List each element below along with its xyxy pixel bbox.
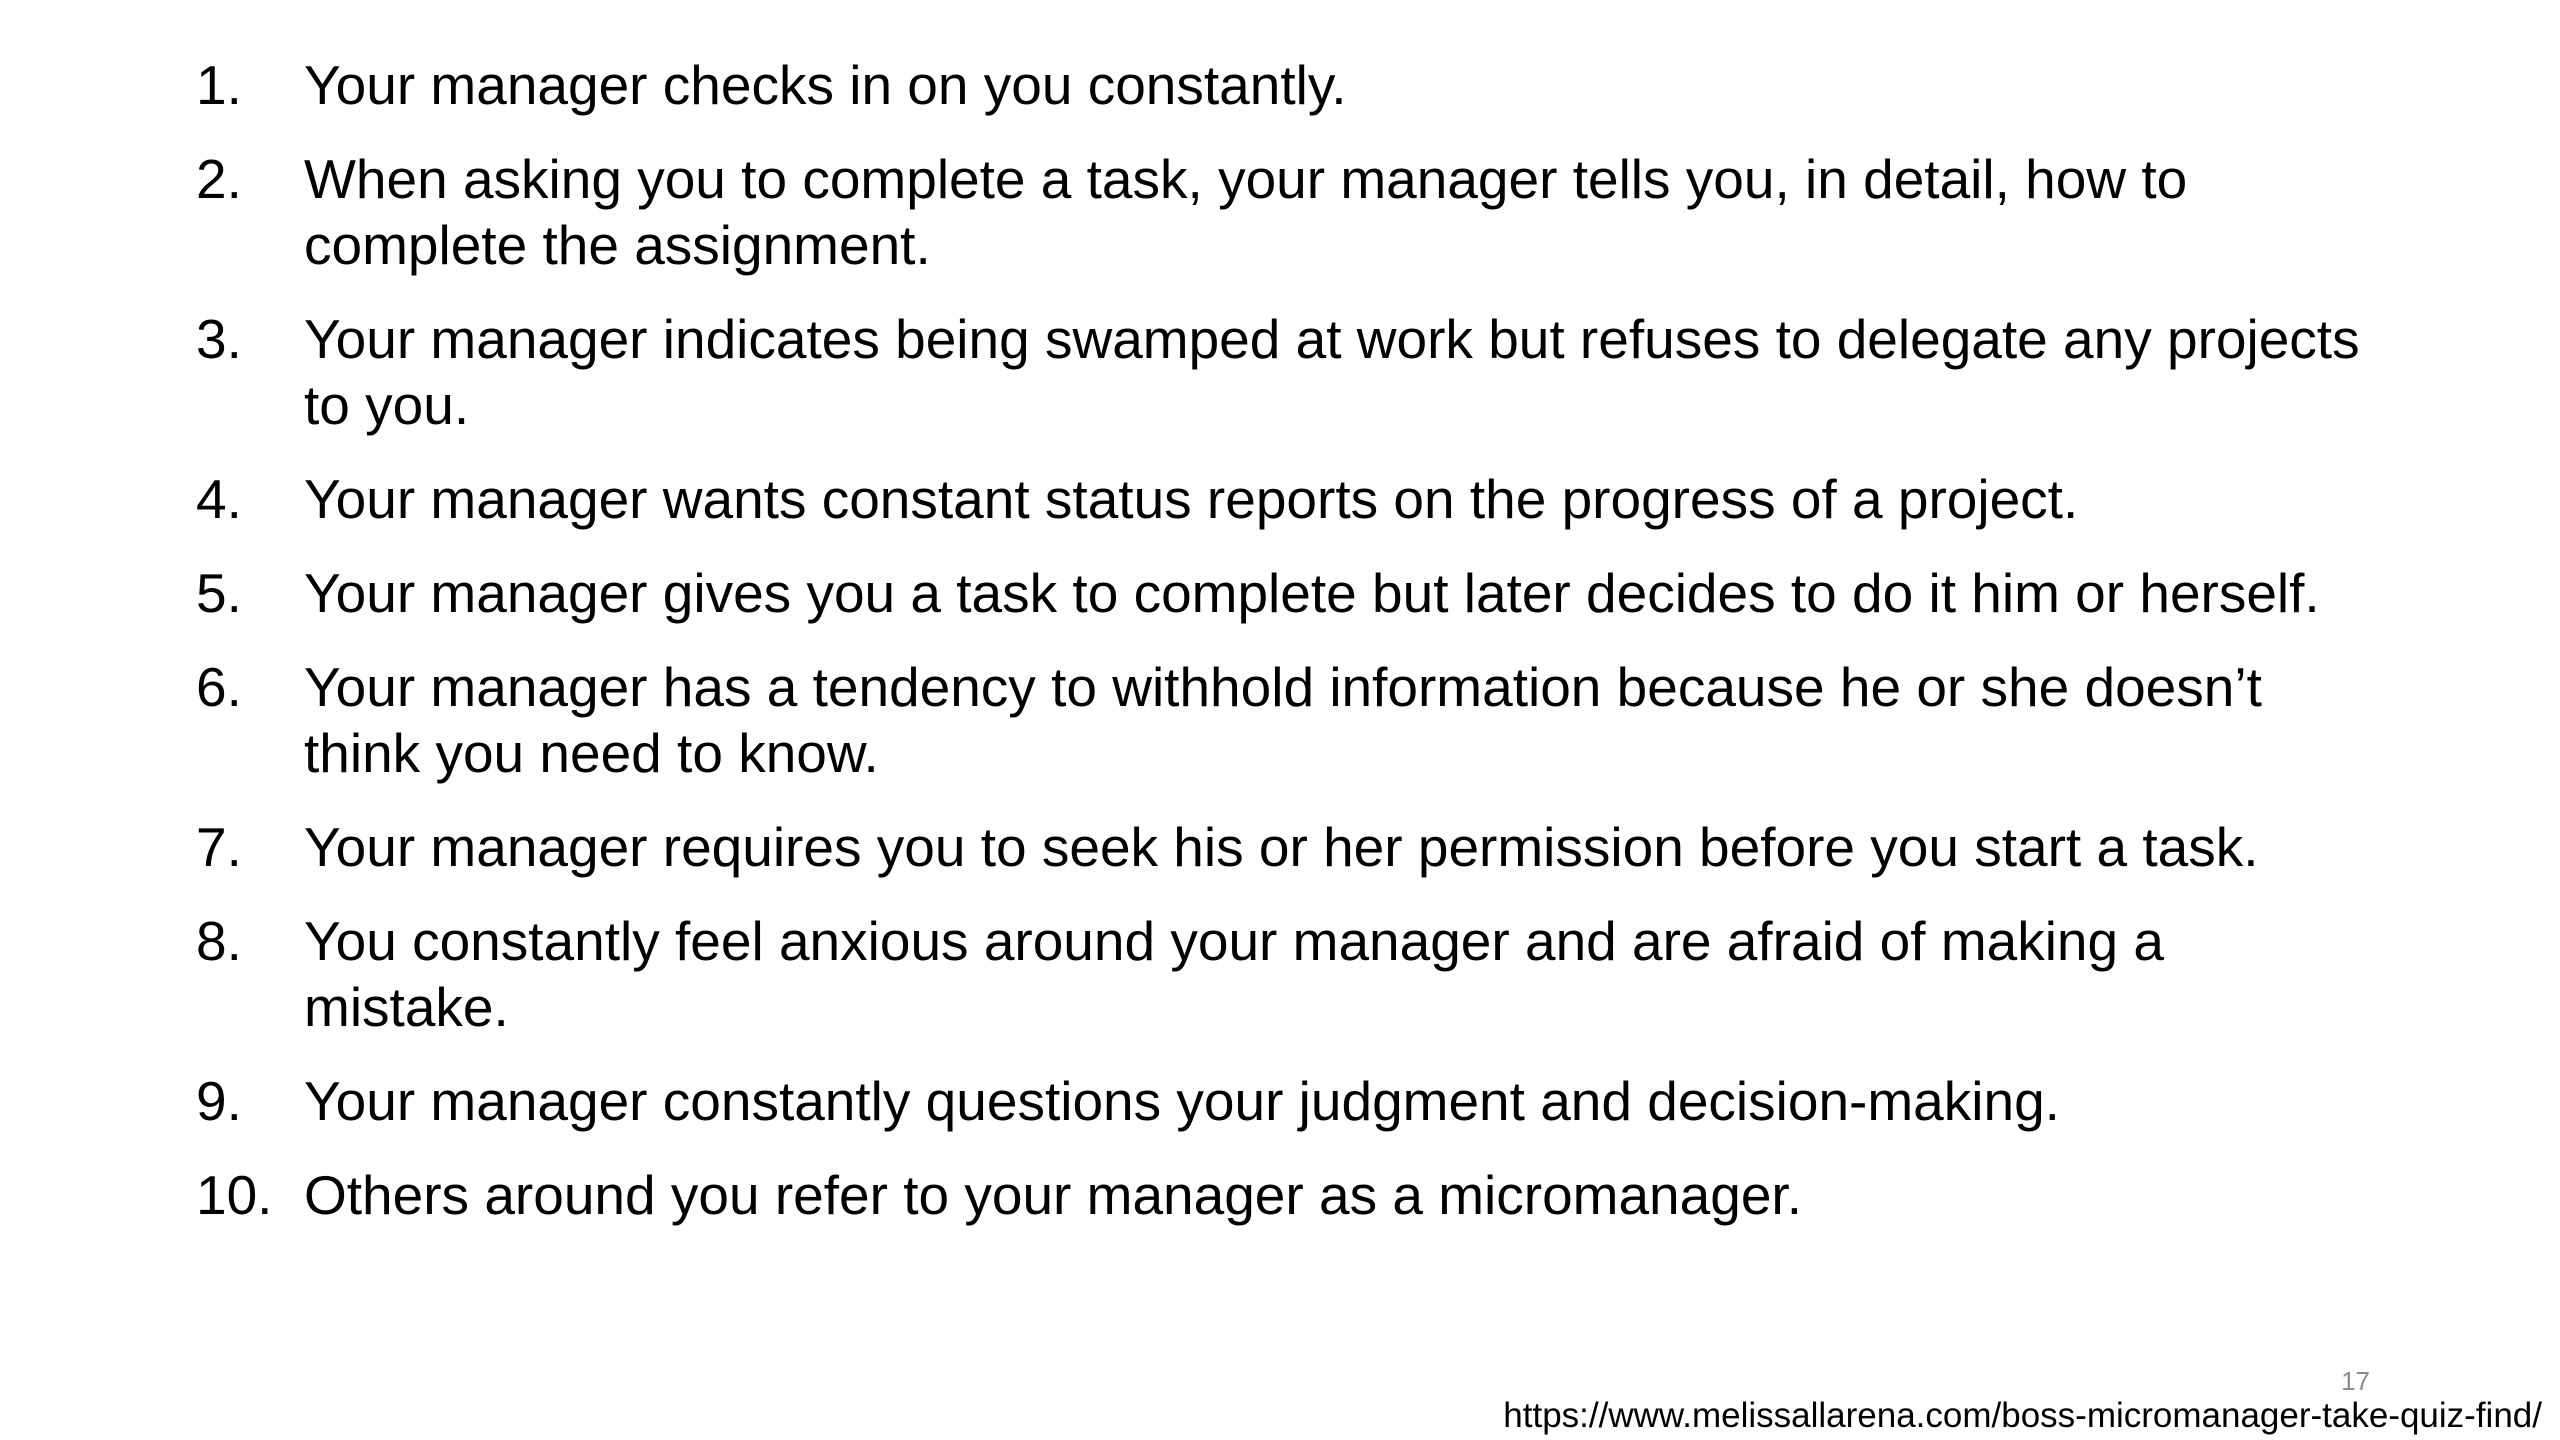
list-item-number: 8. [196, 910, 242, 972]
numbered-list [196, 52, 2376, 1256]
list-item-number: 4. [196, 468, 242, 530]
list-item-text: When asking you to complete a task, your manager tells you, in detail, how to complete the assignment. [304, 148, 2188, 276]
list-item [196, 560, 2376, 626]
list-item-number: 7. [196, 816, 242, 878]
list-item [196, 654, 2376, 786]
source-url: https://www.melissallarena.com/boss-micromanager-take-quiz-find/ [1503, 1396, 2542, 1435]
list-item [196, 1162, 2376, 1228]
list-item-text: You constantly feel anxious around your manager and are afraid of making a mistake. [304, 910, 2164, 1038]
list-item [196, 52, 2376, 118]
list-item [196, 1068, 2376, 1134]
list-item-text: Your manager has a tendency to withhold information because he or she doesn’t think you need to know. [304, 656, 2262, 784]
list-item-text: Your manager indicates being swamped at work but refuses to delegate any projects to you. [304, 308, 2360, 436]
list-item-number: 9. [196, 1070, 242, 1132]
list-item [196, 908, 2376, 1040]
list-item-text: Others around you refer to your manager as a micromanager. [304, 1164, 1802, 1226]
list-item [196, 466, 2376, 532]
list-item [196, 146, 2376, 278]
list-item-number: 2. [196, 148, 242, 210]
list-item [196, 306, 2376, 438]
list-item-text: Your manager requires you to seek his or her permission before you start a task. [304, 816, 2259, 878]
list-item-number: 10. [196, 1164, 273, 1226]
list-item-number: 1. [196, 54, 242, 116]
list-item-number: 5. [196, 562, 242, 624]
list-item-text: Your manager constantly questions your judgment and decision-making. [304, 1070, 2060, 1132]
page-number: 17 [2341, 1366, 2370, 1396]
list-item-text: Your manager wants constant status reports on the progress of a project. [304, 468, 2079, 530]
list-item-text: Your manager gives you a task to complete but later decides to do it him or herself. [304, 562, 2320, 624]
list-item-number: 3. [196, 308, 242, 370]
list-item-text: Your manager checks in on you constantly. [304, 54, 1347, 116]
list-item [196, 814, 2376, 880]
list-item-number: 6. [196, 656, 242, 718]
